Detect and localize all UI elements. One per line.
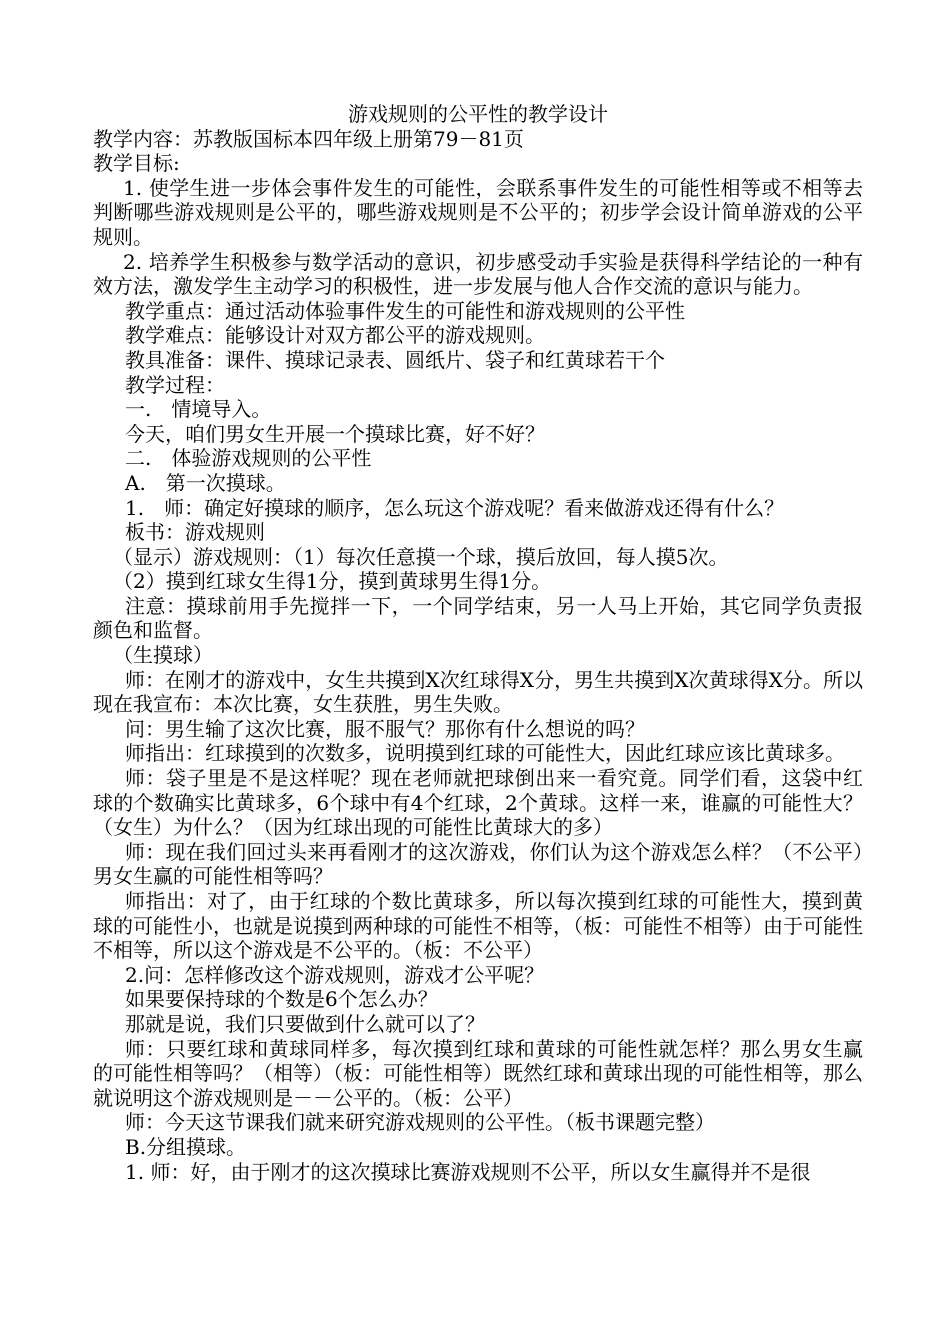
teaching-aids: 教具准备：课件、摸球记录表、圆纸片、袋子和红黄球若干个 <box>125 347 665 372</box>
paragraph-question: 问：男生输了这次比赛，服不服气？那你有什么想说的吗？ <box>125 716 645 741</box>
paragraph-topic: 师：今天这节课我们就来研究游戏规则的公平性。（板书课题完整） <box>125 1110 715 1135</box>
paragraph-item-1: 1. 师：确定好摸球的顺序，怎么玩这个游戏呢？看来做游戏还得有什么？ <box>125 495 785 520</box>
teaching-goals-heading: 教学目标: <box>93 151 180 176</box>
key-point: 教学重点：通过活动体验事件发生的可能性和游戏规则的公平性 <box>125 298 685 323</box>
teaching-content: 教学内容：苏教版国标本四年级上册第79－81页 <box>93 126 524 151</box>
document-body <box>93 102 863 1184</box>
paragraph-board: 板书：游戏规则 <box>125 520 265 545</box>
paragraph-equal: 师：只要红球和黄球同样多，每次摸到红球和黄球的可能性就怎样？那么男女生赢的可能性相等吗？（相等）（板：可能性相等）既然红球和黄球出现的可能性相等，那么就说明这个游戏规则是－－公平的。（板：公平） <box>93 1036 863 1110</box>
teaching-process-heading: 教学过程： <box>125 372 225 397</box>
paragraph-intro: 今天，咱们男女生开展一个摸球比赛，好不好？ <box>125 421 545 446</box>
paragraph-bag: 师：袋子里是不是这样呢？现在老师就把球倒出来一看究竟。同学们看，这袋中红球的个数确实比黄球多，6个球中有4个红球，2个黄球。这样一来，谁赢的可能性大？（女生）为什么？（因为红球出现的可能性比黄球大的多） <box>93 766 863 840</box>
paragraph-six-balls: 如果要保持球的个数是6个怎么办？ <box>125 987 438 1012</box>
goal-1: 1. 使学生进一步体会事件发生的可能性，会联系事件发生的可能性相等或不相等去判断哪些游戏规则是公平的，哪些游戏规则是不公平的；初步学会设计简单游戏的公平规则。 <box>93 175 863 249</box>
document-title: 游戏规则的公平性的教学设计 <box>348 102 608 126</box>
paragraph-group-1: 1. 师：好，由于刚才的这次摸球比赛游戏规则不公平，所以女生赢得并不是很 <box>125 1159 811 1184</box>
paragraph-review: 师：现在我们回过头来再看刚才的这次游戏，你们认为这个游戏怎么样？（不公平）男女生赢的可能性相等吗？ <box>93 839 863 889</box>
subsection-a-heading: A. 第一次摸球。 <box>125 470 286 495</box>
section-1-heading: 一. 情境导入。 <box>125 397 272 422</box>
paragraph-what-to-do: 那就是说，我们只要做到什么就可以了？ <box>125 1011 485 1036</box>
paragraph-rule-2: （2）摸到红球女生得1分，摸到黄球男生得1分。 <box>113 569 552 594</box>
paragraph-draw: （生摸球） <box>113 643 213 668</box>
difficult-point: 教学难点：能够设计对双方都公平的游戏规则。 <box>125 323 545 348</box>
subsection-b-heading: B.分组摸球。 <box>125 1134 247 1159</box>
paragraph-rule-1: （显示）游戏规则：（1）每次任意摸一个球，摸后放回，每人摸5次。 <box>113 544 729 569</box>
paragraph-result: 师：在刚才的游戏中，女生共摸到X次红球得X分，男生共摸到X次黄球得X分。所以现在我宣布：本次比赛，女生获胜，男生失败。 <box>93 667 863 717</box>
paragraph-point-out-2: 师指出：对了，由于红球的个数比黄球多，所以每次摸到红球的可能性大，摸到黄球的可能性小，也就是说摸到两种球的可能性不相等，（板：可能性不相等）由于可能性不相等，所以这个游戏是不公平的。（板：不公平） <box>93 889 863 963</box>
paragraph-note: 注意：摸球前用手先搅拌一下，一个同学结束，另一人马上开始，其它同学负责报颜色和监督。 <box>93 593 863 643</box>
paragraph-point-out-1: 师指出：红球摸到的次数多，说明摸到红球的可能性大，因此红球应该比黄球多。 <box>125 741 845 766</box>
paragraph-item-2: 2.问：怎样修改这个游戏规则，游戏才公平呢？ <box>125 962 545 987</box>
goal-2: 2. 培养学生积极参与数学活动的意识，初步感受动手实验是获得科学结论的一种有效方法，激发学生主动学习的积极性，进一步发展与他人合作交流的意识与能力。 <box>93 249 863 299</box>
section-2-heading: 二. 体验游戏规则的公平性 <box>125 446 372 471</box>
